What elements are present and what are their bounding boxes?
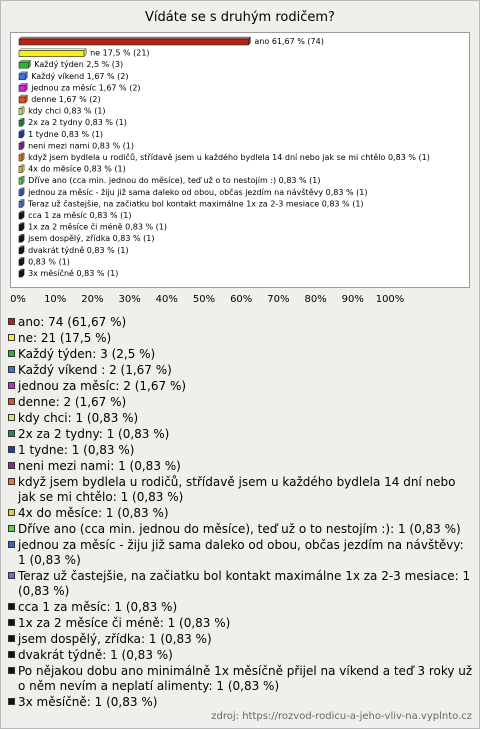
- bar: [19, 120, 22, 126]
- bar: [19, 62, 28, 68]
- legend-label: denne: 2 (1,67 %): [18, 395, 127, 409]
- legend-item: [8, 443, 474, 458]
- legend-swatch: [8, 414, 15, 421]
- bar-label: dvakrát týdně 0,83 % (1): [28, 245, 129, 255]
- legend-swatch: [8, 350, 15, 357]
- legend-label: ne: 21 (17,5 %): [18, 331, 112, 345]
- bar-label: cca 1 za měsíc 0,83 % (1): [28, 211, 132, 220]
- legend-label: když jsem bydlela u rodičů, střídavě jsem u každého bydlela 14 dní nebo jak se mi chtělo: 1 (0,83 %): [18, 475, 456, 504]
- legend-item: [8, 427, 474, 442]
- legend-label: cca 1 za měsíc: 1 (0,83 %): [18, 600, 178, 614]
- x-tick-label: 90%: [341, 294, 364, 305]
- legend-item: [8, 538, 474, 568]
- legend-item: [8, 600, 474, 615]
- bar-group: [19, 222, 167, 232]
- bar-group: [19, 37, 324, 46]
- legend-label: kdy chci: 1 (0,83 %): [18, 411, 139, 425]
- legend-swatch: [8, 366, 15, 373]
- x-tick-label: 50%: [192, 294, 216, 305]
- legend-swatch: [8, 667, 15, 674]
- bar-label: ne 17,5 % (21): [90, 48, 150, 58]
- legend-swatch: [8, 572, 15, 579]
- legend-item: [8, 648, 474, 663]
- bar: [19, 132, 22, 138]
- bar-group: [19, 141, 134, 150]
- bar: [19, 51, 84, 57]
- legend-item: [8, 475, 474, 505]
- bar-group: [19, 72, 129, 81]
- bar: [19, 190, 22, 196]
- legend-swatch: [8, 509, 15, 516]
- bar-label: Každý týden 2,5 % (3): [34, 60, 124, 70]
- bar: [19, 167, 22, 173]
- legend-label: jsem dospělý, zřídka: 1 (0,83 %): [18, 632, 212, 646]
- bar: [19, 178, 22, 184]
- bar-label: jednou za měsíc - žiju již sama daleko od obou, občas jezdím na návštěvy 0,83 % (1): [28, 187, 368, 197]
- bar: [19, 213, 22, 219]
- bar-group: [19, 49, 150, 58]
- bar-label: Dříve ano (cca min. jednou do měsíce), teď už o to nestojím :) 0,83 % (1): [28, 176, 321, 186]
- bar-label: ano 61,67 % (74): [254, 37, 324, 46]
- bar-group: [19, 130, 103, 139]
- legend-item: [8, 363, 474, 378]
- x-tick-label: 30%: [118, 294, 141, 305]
- bar-label: 1x za 2 měsíce či méně 0,83 % (1): [28, 222, 167, 232]
- bar-label: 2x za 2 tydny 0,83 % (1): [28, 118, 127, 128]
- source-note: zdroj: https://rozvod-rodicu-a-jeho-vliv-na.vyplnto.cz: [211, 711, 472, 722]
- legend-label: neni mezi nami: 1 (0,83 %): [18, 459, 181, 473]
- bar: [19, 201, 22, 207]
- bar: [19, 259, 22, 265]
- plot-area: [10, 32, 470, 288]
- legend-label: Každý víkend : 2 (1,67 %): [18, 363, 172, 377]
- legend-label: Teraz už častejšie, na začiatku bol kontakt maximálne 1x za 2-3 mesiace: 1 (0,83 %): [18, 569, 471, 598]
- bar-group: [19, 234, 154, 243]
- legend-item: [8, 695, 474, 710]
- bar-label: 3x měsíčně 0,83 % (1): [28, 269, 119, 278]
- bar-group: [19, 211, 131, 220]
- bar-group: [19, 165, 126, 174]
- legend-item: [8, 315, 474, 330]
- bar: [19, 97, 25, 103]
- bar: [19, 271, 22, 277]
- bar-group: [19, 152, 430, 162]
- x-tick-label: 100%: [375, 294, 405, 305]
- legend-item: [8, 522, 474, 537]
- legend-label: Každý týden: 3 (2,5 %): [18, 347, 156, 361]
- bar-label: 4x do měsíce 0,83 % (1): [28, 164, 126, 174]
- bar: [19, 236, 22, 242]
- bar-label: 0,83 % (1): [28, 257, 70, 267]
- legend: [8, 315, 474, 711]
- x-tick-label: 40%: [155, 294, 178, 305]
- bar-group: [19, 268, 118, 278]
- legend-swatch: [8, 541, 15, 548]
- legend-item: [8, 347, 474, 362]
- x-tick-label: 10%: [44, 294, 67, 305]
- legend-item: [8, 331, 474, 346]
- legend-label: jednou za měsíc - žiju již sama daleko od obou, občas jezdím na návštěvy: 1 (0,83 %): [18, 538, 464, 567]
- legend-swatch: [8, 462, 15, 469]
- bar: [19, 74, 25, 80]
- bar-label: kdy chci 0,83 % (1): [28, 106, 106, 116]
- bar-label: když jsem bydlela u rodičů, střídavě jsem u každého bydlela 14 dní nebo jak se mi chtělo 0,83 % (1): [28, 153, 430, 162]
- bar-group: [19, 198, 364, 208]
- legend-swatch: [8, 635, 15, 642]
- bar-label: jsem dospělý, zřídka 0,83 % (1): [28, 234, 155, 244]
- legend-swatch: [8, 430, 15, 437]
- legend-label: 1 tydne: 1 (0,83 %): [18, 443, 135, 457]
- legend-item: [8, 459, 474, 474]
- bar: [19, 85, 25, 91]
- bar-group: [19, 60, 123, 69]
- legend-label: Po nějakou dobu ano minimálně 1x měsíčně přijel na víkend a teď 3 roky už o něm nevím a neplatí alimenty: 1 (0,83 %): [18, 664, 473, 693]
- bar: [19, 225, 22, 231]
- bar: [19, 39, 248, 45]
- legend-label: 1x za 2 měsíce či méně: 1 (0,83 %): [18, 616, 231, 630]
- legend-item: [8, 379, 474, 394]
- bar: [19, 155, 22, 161]
- x-tick-label: 70%: [267, 294, 290, 305]
- legend-item: [8, 632, 474, 647]
- legend-swatch: [8, 318, 15, 325]
- legend-item: [8, 506, 474, 521]
- legend-swatch: [8, 525, 15, 532]
- legend-label: 4x do měsíce: 1 (0,83 %): [18, 506, 169, 520]
- bar-label: neni mezi nami 0,83 % (1): [28, 141, 134, 151]
- chart-title: Vídáte se s druhým rodičem?: [145, 10, 335, 25]
- bar-group: [19, 95, 101, 104]
- legend-label: 2x za 2 tydny: 1 (0,83 %): [18, 427, 170, 441]
- bar-group: [19, 107, 106, 116]
- legend-label: Dříve ano (cca min. jednou do měsíce), teď už o to nestojím :): 1 (0,83 %): [18, 522, 461, 536]
- legend-label: dvakrát týdně: 1 (0,83 %): [18, 648, 173, 662]
- bar-group: [19, 118, 127, 127]
- bar-label: 1 tydne 0,83 % (1): [28, 129, 104, 139]
- legend-item: [8, 395, 474, 410]
- bar: [19, 248, 22, 254]
- bar-group: [19, 257, 70, 266]
- bar: [19, 143, 22, 149]
- legend-swatch: [8, 398, 15, 405]
- legend-swatch: [8, 334, 15, 341]
- bar-group: [19, 83, 141, 92]
- bar-label: Teraz už častejšie, na začiatku bol kontakt maximálne 1x za 2-3 mesiace 0,83 % (1): [28, 199, 364, 209]
- legend-swatch: [8, 478, 15, 485]
- legend-item: [8, 664, 474, 694]
- bar-group: [19, 187, 367, 197]
- legend-swatch: [8, 446, 15, 453]
- legend-item: [8, 616, 474, 631]
- legend-item: [8, 411, 474, 426]
- bar-label: jednou za měsíc 1,67 % (2): [31, 83, 141, 93]
- x-tick-label: 60%: [230, 294, 253, 305]
- bar-group: [19, 176, 321, 185]
- bar-group: [19, 246, 129, 255]
- legend-label: 3x měsíčně: 1 (0,83 %): [18, 695, 158, 709]
- bar-label: Každý víkend 1,67 % (2): [31, 71, 129, 81]
- bar-top: [19, 49, 86, 51]
- legend-swatch: [8, 603, 15, 610]
- legend-swatch: [8, 651, 15, 658]
- legend-label: ano: 74 (61,67 %): [18, 315, 127, 329]
- x-tick-label: 20%: [81, 294, 104, 305]
- legend-swatch: [8, 619, 15, 626]
- bar: [19, 109, 22, 115]
- legend-label: jednou za měsíc: 2 (1,67 %): [18, 379, 187, 393]
- legend-swatch: [8, 698, 15, 705]
- x-tick-label: 80%: [304, 294, 327, 305]
- legend-swatch: [8, 382, 15, 389]
- bar-chart-svg: [11, 33, 471, 289]
- legend-item: [8, 569, 474, 599]
- bar-label: denne 1,67 % (2): [31, 95, 101, 104]
- x-tick-label: 0%: [10, 294, 26, 305]
